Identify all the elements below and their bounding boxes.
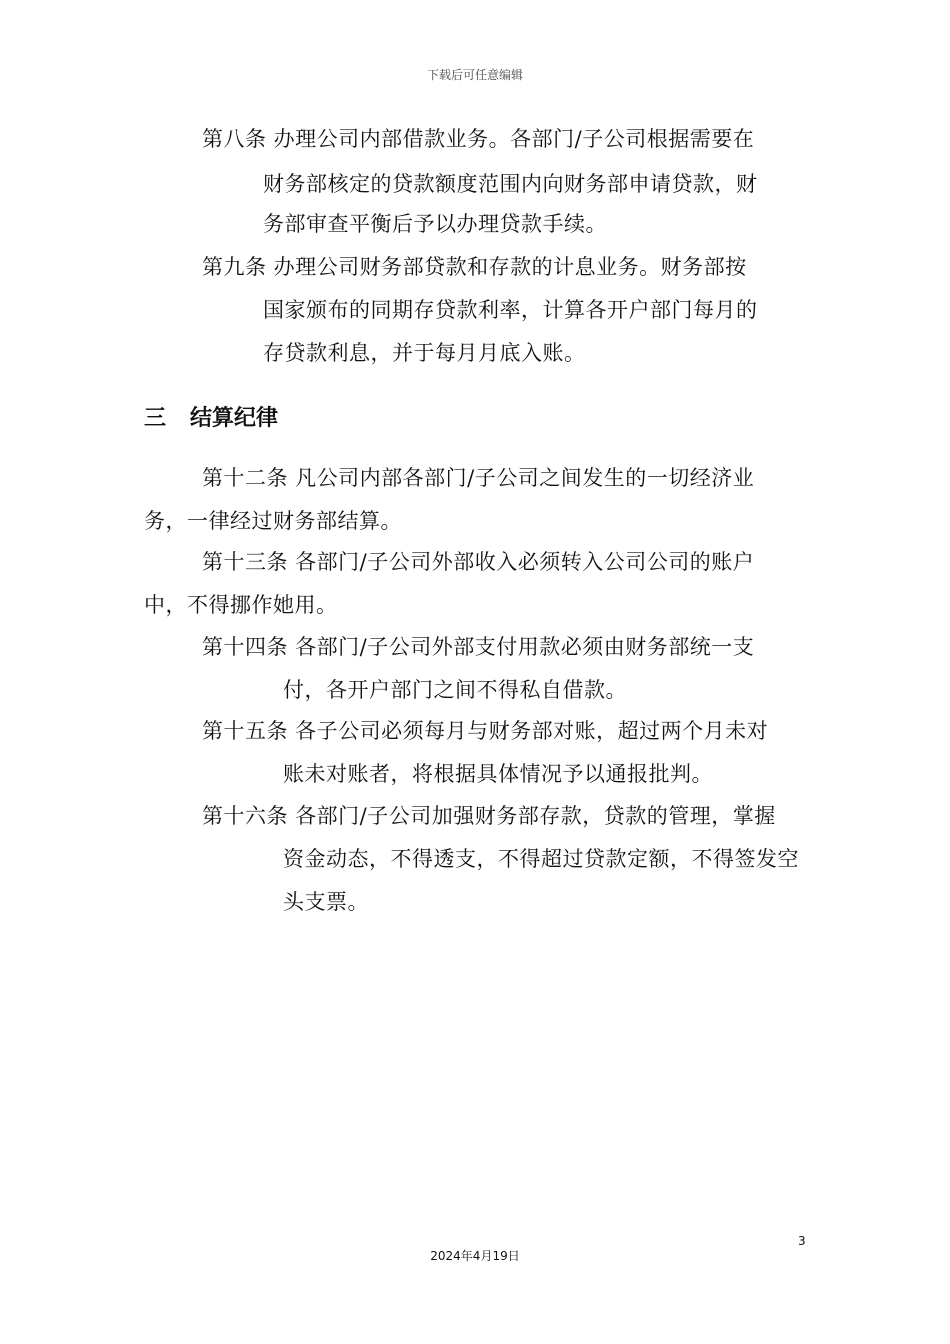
section-heading bbox=[144, 401, 278, 432]
article-8-line-3: 务部审查平衡后予以办理贷款手续。 bbox=[263, 212, 607, 236]
article-13-line-1: 第十三条 各部门/子公司外部收入必须转入公司公司的账户 bbox=[202, 550, 755, 574]
article-8-line-2: 财务部核定的贷款额度范围内向财务部申请贷款，财 bbox=[263, 172, 758, 196]
article-14-line-1: 第十四条 各部门/子公司外部支付用款必须由财务部统一支 bbox=[202, 635, 755, 659]
article-14-line-2: 付，各开户部门之间不得私自借款。 bbox=[283, 678, 627, 702]
page-number: 3 bbox=[798, 1234, 806, 1248]
article-15-line-2: 账未对账者，将根据具体情况予以通报批判。 bbox=[283, 762, 713, 786]
article-16-line-1: 第十六条 各部门/子公司加强财务部存款，贷款的管理，掌握 bbox=[202, 804, 776, 828]
article-9-line-3: 存贷款利息，并于每月月底入账。 bbox=[263, 341, 586, 365]
article-8-line-1: 第八条 办理公司内部借款业务。各部门/子公司根据需要在 bbox=[202, 127, 755, 151]
article-15-line-1: 第十五条 各子公司必须每月与财务部对账，超过两个月未对 bbox=[202, 719, 769, 743]
article-12-line-2: 务，一律经过财务部结算。 bbox=[144, 509, 402, 533]
article-9-line-1: 第九条 办理公司财务部贷款和存款的计息业务。财务部按 bbox=[202, 255, 747, 279]
section-title: 结算纪律 bbox=[190, 406, 279, 431]
article-12-line-1: 第十二条 凡公司内部各部门/子公司之间发生的一切经济业 bbox=[202, 466, 755, 490]
section-number: 三 bbox=[144, 406, 167, 431]
page-header: 下载后可任意编辑 bbox=[426, 68, 523, 82]
article-9-line-2: 国家颁布的同期存贷款利率，计算各开户部门每月的 bbox=[263, 298, 758, 322]
footer-date: 2024年4月19日 bbox=[430, 1249, 520, 1263]
article-16-line-2: 资金动态，不得透支，不得超过贷款定额，不得签发空 bbox=[283, 847, 799, 871]
article-13-line-2: 中，不得挪作她用。 bbox=[144, 593, 338, 617]
article-16-line-3: 头支票。 bbox=[283, 890, 369, 914]
